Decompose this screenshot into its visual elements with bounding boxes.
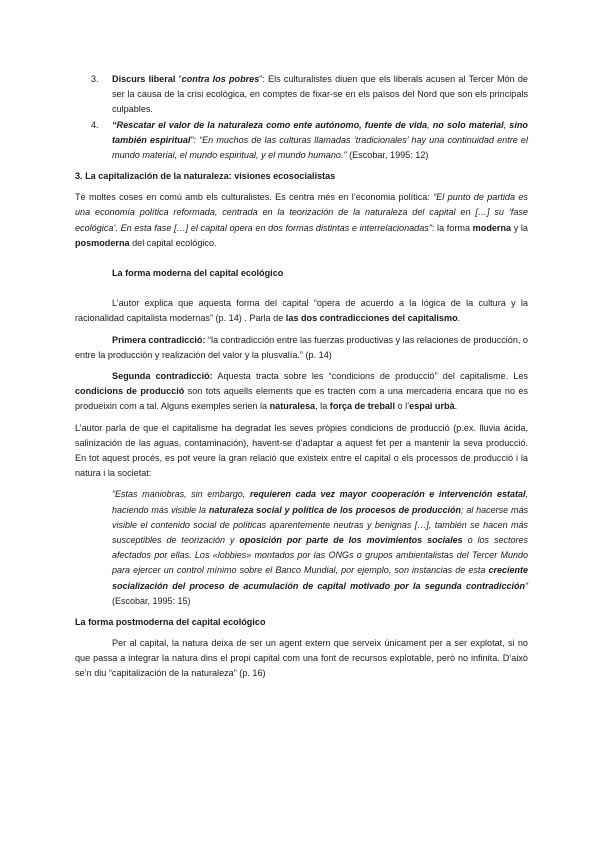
bold-term: Discurs liberal [112, 74, 176, 84]
paragraph: Té moltes coses en comú amb els culturalistes. Es centra més en l’economia política: “El punto de partida es una economía política reformada, centrada en la teorización de la naturaleza del capital en […] su ‘fase ecológica’. En esta fase […] el capital opera en dos formas distintas e interrelacionadas”: la forma moderna y la posmoderna del capital ecológico. [75, 192, 528, 248]
list-number: 4. [91, 119, 99, 130]
term-label: Primera contradicció: [112, 334, 206, 345]
subsection-heading: La forma moderna del capital ecológico [112, 268, 284, 279]
section-heading: 3. La capitalización de la naturaleza: visiones ecosocialistas [75, 171, 336, 182]
term-label: Segunda contradicció: [112, 371, 213, 382]
paragraph: L’autor explica que aquesta forma del capital “opera de acuerdo a la lógica de la cultura y la racionalidad capitalista modernas” (p. 14) . Parla de las dos contradicciones del capitalismo. [75, 298, 528, 324]
citation: (Escobar, 1995: 15) [112, 595, 191, 606]
paragraph: L’autor parla de que el capitalisme ha degradat les seves pròpies condicions de producció (p.ex. lluvia ácida, salinización de las aguas, contaminación), havent-se d’adaptar a aquest fet per a mantenir la seva producció. En tot aquest procés, es pot veure la gran relació que existeix entre el capital o els processos de producció i la natura i la societat: [75, 422, 528, 479]
list-item-4: 4. “Rescatar el valor de la naturaleza como ente autónomo, fuente de vida, no solo material, sino también espiritual”: “En muchos de las culturas llamadas ‘tradicionales’ hay una continuidad entre el mundo material, el mundo espiritual, y el mundo humano.” (Escobar, 1995: 12) [91, 119, 528, 161]
citation: (Escobar, 1995: 12) [346, 150, 429, 161]
paragraph: Primera contradicció: “la contradicción entre las fuerzas productivas y las relaciones de producción, o entre la producción y realización del valor y la plusvalía.” (p. 14) [75, 334, 528, 360]
paragraph: Per al capital, la natura deixa de ser un agent extern que serveix únicament per a ser explotat, si no que passa a integrar la natura dins el propi capital com una font de recursos explotable, però no infinita. D’això se’n diu “capitalización de la naturaleza” (p. 16) [75, 638, 528, 679]
paragraph: Segunda contradicció: Aquesta tracta sobre les “condicions de producció” del capitalisme. Les condicions de producció son tots aquells elements que es tracten com a una mercaderia encara que no es produeixin com a tal. Alguns exemples serien la naturalesa, la força de treball o l’espai urbà. [75, 371, 529, 412]
bold-italic-term: contra los pobres [181, 74, 260, 84]
list-text: : Els culturalistes diuen que els liberals acusen al Tercer Món de ser la causa de la crisi ecològica, en comptes de fixar-se en els països del Nord que son els principals culpables. [112, 74, 528, 115]
list-item-3: 3. Discurs liberal “contra los pobres”: Els culturalistes diuen que els liberals acusen al Tercer Món de ser la causa de la crisi ecològica, en comptes de fixar-se en els països del Nord que son els principals culpables. [91, 74, 528, 115]
subsection-heading: La forma postmoderna del capital ecológico [75, 617, 266, 628]
block-quote: “Estas maniobras, sin embargo, requieren cada vez mayor cooperación e intervención estatal, haciendo más visible la naturaleza social y política de los procesos de producción; al hacerse más visible el contenido social de políticas aparentemente neutras y benignas […], también se hacen más susceptibles de teorización y oposición por parte de los movimientos sociales o los sectores afectados por ellas. Los «lobbies» montados por las ONGs o grupos ambientalistas del Tercer Mundo para ejercer un control mínimo sobre el Banco Mundial, por ejemplo, son instancias de esta creciente socialización del proceso de acumulación de capital motivado por la segunda contradicción” (Escobar, 1995: 15) [112, 489, 528, 606]
list-number: 3. [91, 74, 99, 84]
